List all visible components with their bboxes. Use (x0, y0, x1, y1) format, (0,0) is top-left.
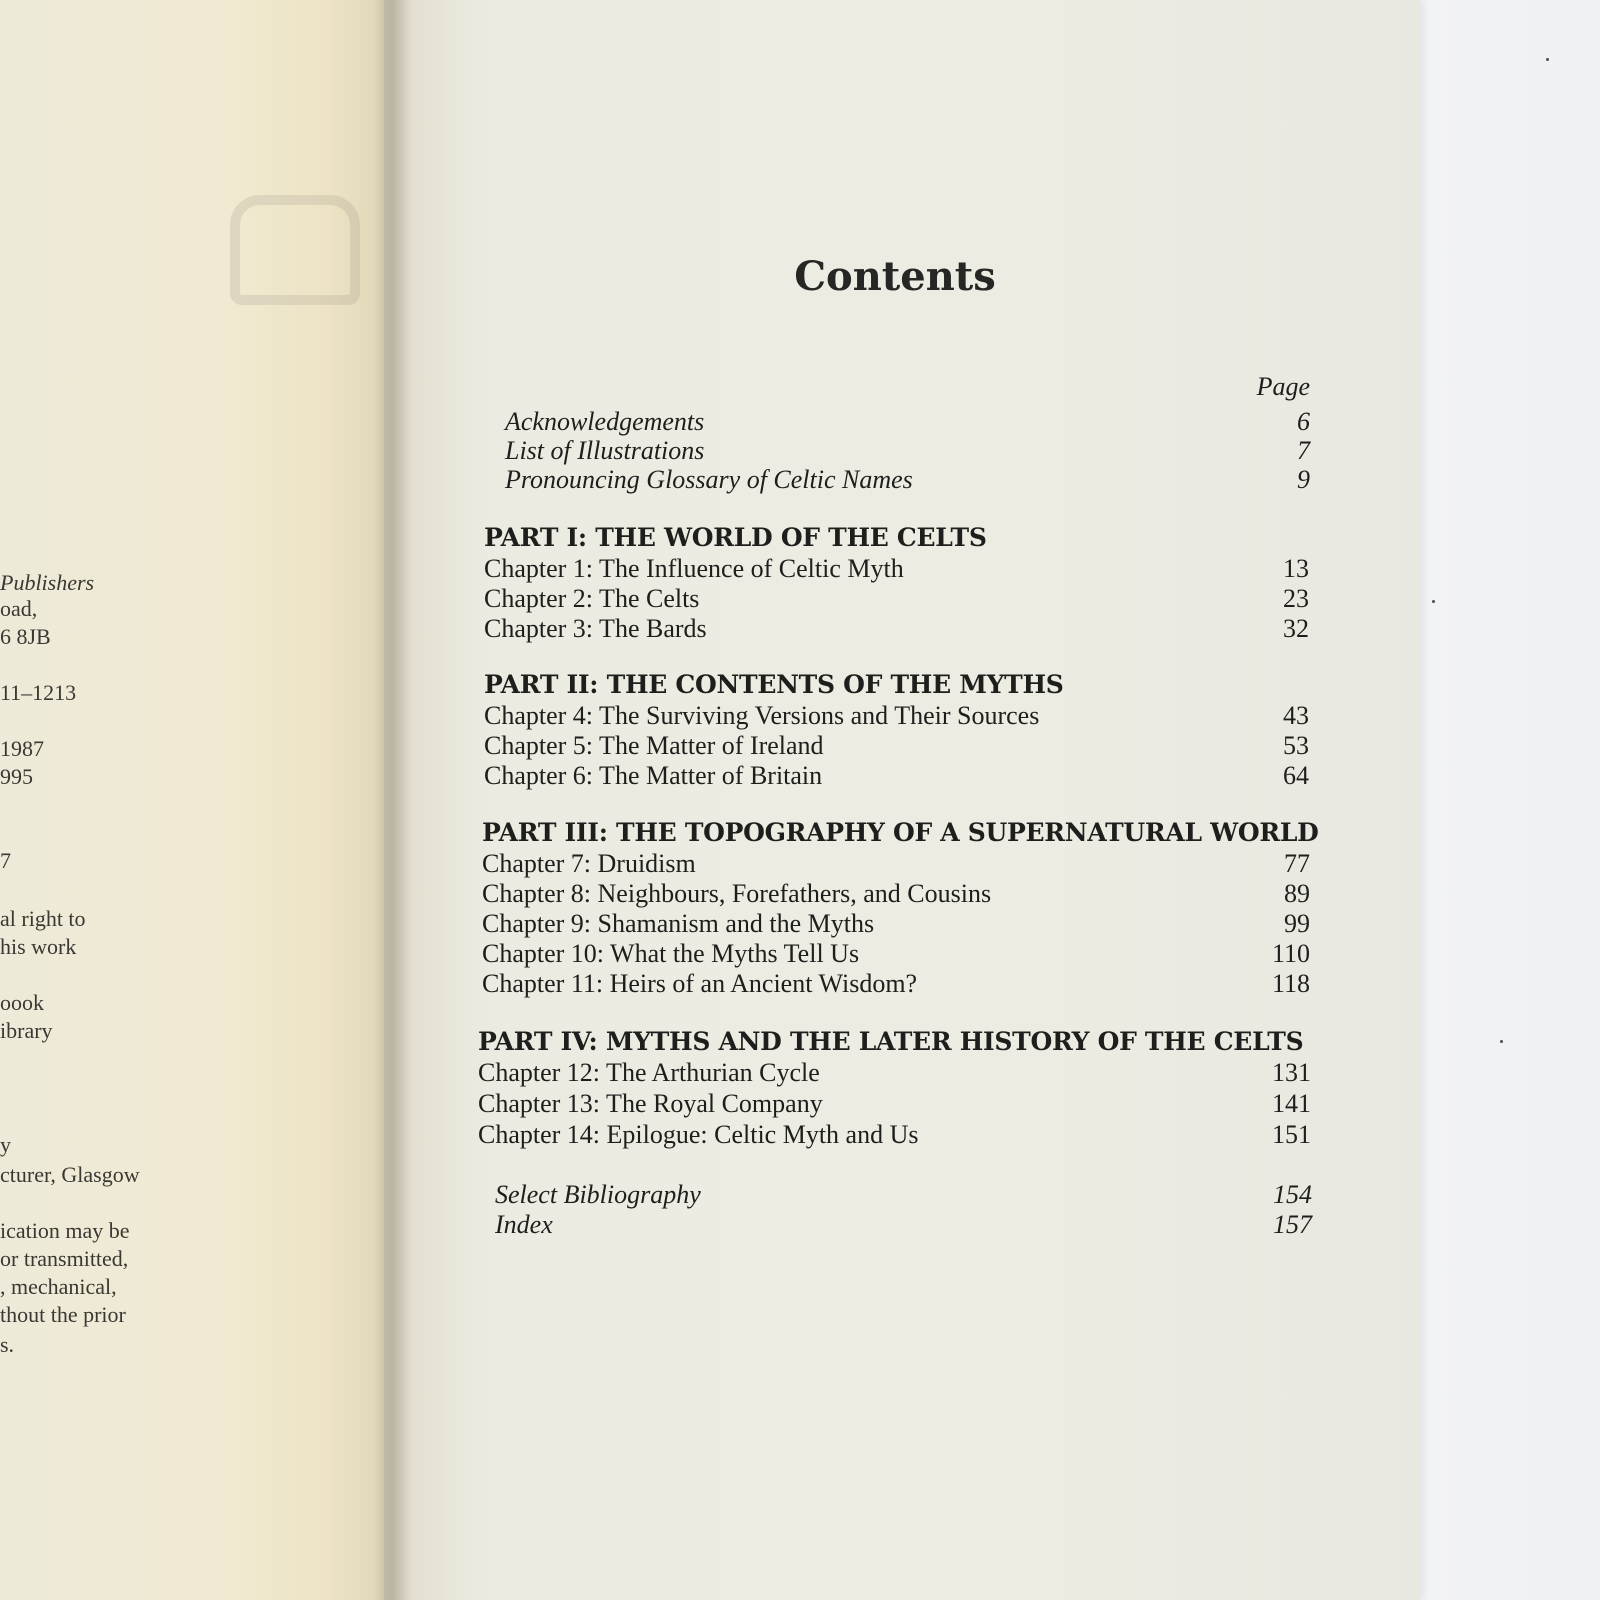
left-line: 11–1213 (0, 680, 77, 705)
entry-label: Chapter 5: The Matter of Ireland (484, 731, 824, 760)
toc-entry (495, 1180, 1312, 1210)
entry-page: 89 (1284, 879, 1310, 908)
left-line: oad, (0, 596, 38, 621)
left-line: oook (0, 990, 44, 1015)
toc-entry (482, 969, 1310, 999)
entry-page: 7 (1297, 436, 1310, 465)
toc-entry (505, 407, 1310, 437)
entry-label: Chapter 8: Neighbours, Forefathers, and Cousins (482, 879, 992, 908)
entry-page: 110 (1271, 939, 1310, 968)
entry-page: 13 (1283, 554, 1309, 583)
entry-label: Chapter 10: What the Myths Tell Us (482, 939, 860, 968)
left-line: Publishers (0, 570, 95, 595)
entry-label: Index (495, 1210, 553, 1239)
dust-speck (1500, 1040, 1503, 1043)
part-heading: PART I: THE WORLD OF THE CELTS (484, 523, 987, 552)
entry-page: 118 (1271, 969, 1310, 998)
toc-entry (484, 584, 1309, 614)
toc-entry (482, 849, 1310, 879)
left-line: s. (0, 1332, 15, 1357)
page-column-label: Page (1256, 372, 1310, 401)
entry-page: 64 (1283, 761, 1309, 790)
entry-page: 99 (1284, 909, 1310, 938)
toc-entry (482, 879, 1310, 909)
toc-entry (495, 1210, 1312, 1240)
part-heading: PART IV: MYTHS AND THE LATER HISTORY OF THE CELTS (478, 1027, 1304, 1056)
left-line: ibrary (0, 1018, 53, 1043)
toc-entry (505, 436, 1310, 466)
entry-label: Acknowledgements (505, 407, 705, 436)
toc-entry (478, 1120, 1311, 1150)
entry-label: Chapter 14: Epilogue: Celtic Myth and Us (478, 1120, 919, 1149)
entry-page: 77 (1284, 849, 1310, 878)
entry-page: 43 (1283, 701, 1309, 730)
entry-page: 131 (1272, 1058, 1311, 1087)
left-line: 995 (0, 764, 33, 789)
left-line: ication may be (0, 1218, 130, 1243)
entry-label: Chapter 6: The Matter of Britain (484, 761, 823, 790)
toc-entry (484, 701, 1309, 731)
entry-page: 9 (1297, 465, 1310, 494)
left-line: , mechanical, (0, 1274, 117, 1299)
entry-label: Chapter 12: The Arthurian Cycle (478, 1058, 820, 1087)
entry-label: List of Illustrations (505, 436, 705, 465)
left-line: y (0, 1132, 11, 1157)
entry-label: Pronouncing Glossary of Celtic Names (505, 465, 913, 494)
entry-label: Chapter 13: The Royal Company (478, 1089, 823, 1118)
toc-entry (505, 465, 1310, 495)
toc-entry (478, 1058, 1311, 1088)
entry-page: 6 (1297, 407, 1310, 436)
part-heading: PART III: THE TOPOGRAPHY OF A SUPERNATURAL WORLD (482, 818, 1319, 847)
entry-page: 53 (1283, 731, 1309, 760)
left-line: al right to (0, 906, 86, 931)
toc-entry (482, 909, 1310, 939)
entry-page: 23 (1283, 584, 1309, 613)
page-title: Contents (794, 253, 996, 300)
entry-page: 141 (1272, 1089, 1311, 1118)
dust-speck (1546, 58, 1549, 61)
entry-page: 151 (1272, 1120, 1311, 1149)
left-line: thout the prior (0, 1302, 126, 1327)
left-line: cturer, Glasgow (0, 1162, 140, 1187)
toc-entry (482, 939, 1310, 969)
entry-label: Chapter 11: Heirs of an Ancient Wisdom? (482, 969, 918, 998)
left-line: 7 (0, 848, 11, 873)
toc-entry (484, 554, 1309, 584)
entry-label: Chapter 2: The Celts (484, 584, 700, 613)
toc-entry (478, 1089, 1311, 1119)
dust-speck (1432, 600, 1435, 603)
toc-entry (484, 761, 1309, 791)
left-line: or transmitted, (0, 1246, 129, 1271)
left-line: his work (0, 934, 77, 959)
entry-label: Chapter 9: Shamanism and the Myths (482, 909, 875, 938)
entry-page: 157 (1273, 1210, 1312, 1239)
part-heading: PART II: THE CONTENTS OF THE MYTHS (484, 670, 1064, 699)
entry-page: 154 (1273, 1180, 1312, 1209)
toc-entry (484, 614, 1309, 644)
entry-label: Chapter 7: Druidism (482, 849, 696, 878)
toc-entry (484, 731, 1309, 761)
entry-label: Select Bibliography (495, 1180, 701, 1209)
entry-label: Chapter 3: The Bards (484, 614, 707, 643)
entry-label: Chapter 1: The Influence of Celtic Myth (484, 554, 904, 583)
entry-page: 32 (1283, 614, 1309, 643)
entry-label: Chapter 4: The Surviving Versions and Their Sources (484, 701, 1040, 730)
left-line: 6 8JB (0, 624, 51, 649)
left-line: 1987 (0, 736, 44, 761)
